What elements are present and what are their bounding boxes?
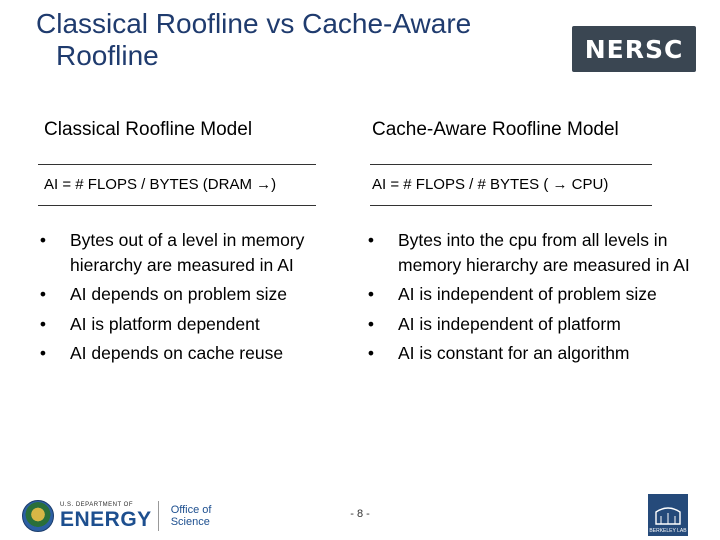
cache-aware-heading: Cache-Aware Roofline Model: [372, 119, 619, 140]
cache-aware-bullet-list: [356, 228, 702, 366]
classical-bullet-list: [28, 228, 344, 366]
office-line-2: Science: [170, 516, 210, 528]
classical-heading: Classical Roofline Model: [44, 119, 253, 140]
page-number: - 8 -: [350, 508, 370, 520]
berkeley-building-icon: [653, 504, 683, 526]
doe-small-text: U.S. DEPARTMENT OF: [60, 501, 134, 508]
logo-divider: [158, 501, 159, 531]
list-item: [28, 228, 344, 277]
list-item: [356, 312, 702, 337]
bullet-glyph: •: [39, 230, 47, 250]
bullet-glyph: •: [367, 284, 375, 304]
classical-roofline-column: [39, 118, 344, 371]
bullet-text: Bytes into the cpu from all levels in memory hierarchy are measured in AI: [398, 230, 690, 275]
title-line-2: Roofline: [56, 40, 159, 71]
berkeley-lab-text: BERKELEY LAB: [649, 528, 687, 534]
bullet-text: AI is constant for an algorithm: [398, 343, 630, 363]
bullet-glyph: •: [367, 343, 375, 363]
bullet-text: AI depends on problem size: [70, 284, 287, 304]
doe-office-of-science-logo: [22, 497, 211, 535]
classical-ai-formula: AI = # FLOPS / BYTES (DRAM →): [44, 176, 277, 193]
bullet-text: AI is independent of platform: [398, 313, 621, 334]
bullet-text: Bytes out of a level in memory hierarchy are measured in AI: [70, 230, 305, 275]
nersc-logo: [572, 26, 696, 72]
classical-rule-bottom: [38, 205, 316, 206]
bullet-glyph: •: [39, 313, 47, 334]
slide-title: [36, 8, 556, 72]
cache-aware-ai-formula: AI = # FLOPS / # BYTES ( → CPU): [372, 176, 609, 193]
classical-rule-top: [38, 164, 316, 165]
bullet-text: AI is independent of problem size: [398, 284, 657, 304]
doe-wordmark: [60, 502, 152, 531]
bullet-glyph: •: [367, 313, 375, 334]
bullet-glyph: •: [367, 230, 375, 250]
bullet-text: AI depends on cache reuse: [70, 343, 284, 363]
doe-seal-icon: [22, 500, 54, 532]
bullet-glyph: •: [39, 284, 47, 304]
cache-aware-rule-bottom: [370, 205, 652, 206]
cache-aware-roofline-column: [367, 118, 702, 371]
office-line-1: Office of: [170, 504, 212, 516]
bullet-text: AI is platform dependent: [70, 313, 260, 334]
cache-aware-rule-top: [370, 164, 652, 165]
title-line-1: Classical Roofline vs Cache-Aware: [36, 8, 472, 39]
berkeley-lab-logo: [648, 494, 688, 536]
list-item: [28, 282, 344, 307]
list-item: [356, 228, 702, 277]
list-item: [356, 341, 702, 366]
list-item: [28, 312, 344, 337]
bullet-glyph: •: [39, 343, 47, 363]
doe-energy-text: ENERGY: [60, 507, 152, 531]
list-item: [356, 282, 702, 307]
nersc-logo-text: NERSC: [584, 34, 684, 64]
office-of-science-wordmark: [171, 504, 212, 528]
list-item: [28, 341, 344, 366]
